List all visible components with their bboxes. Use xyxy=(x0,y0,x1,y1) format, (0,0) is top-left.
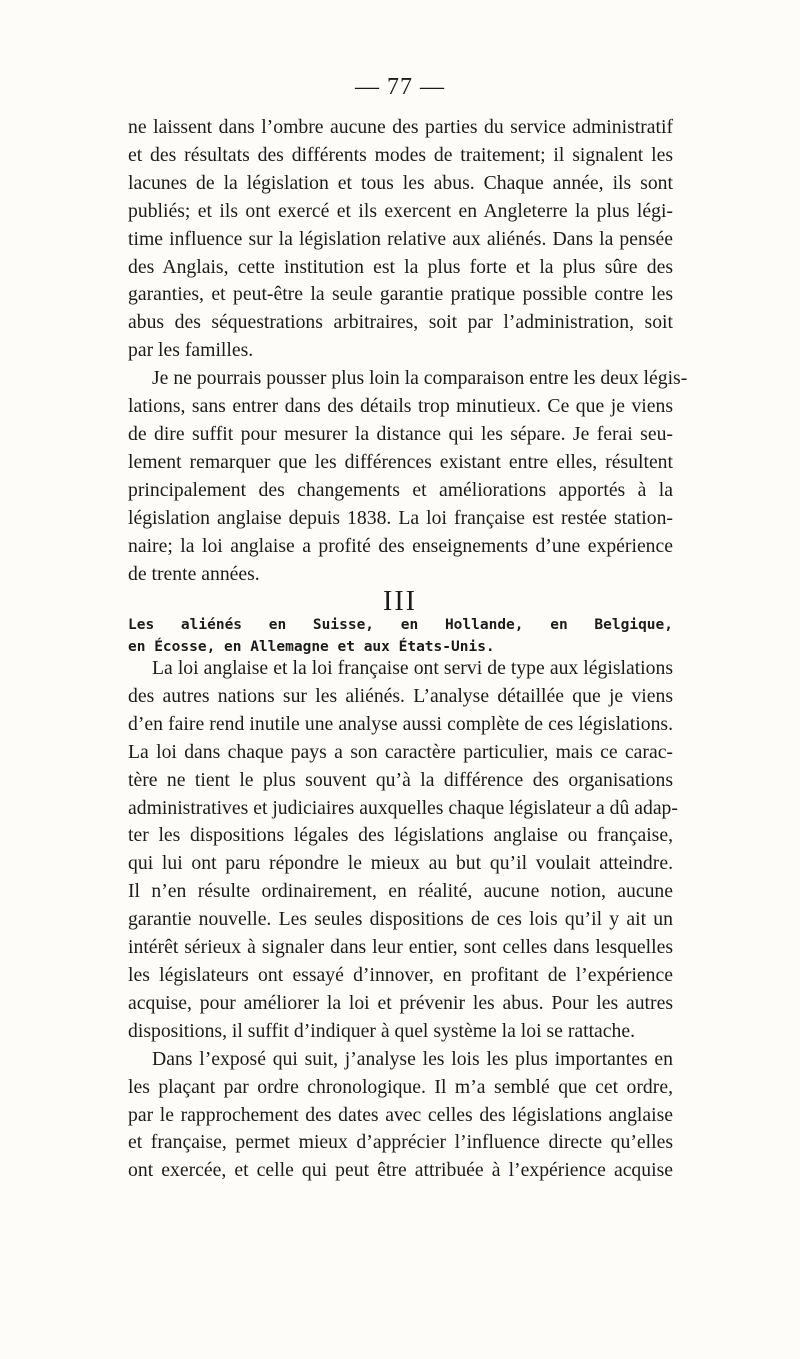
text-line: abus des séquestrations arbitraires, soit par l’administration, soit xyxy=(128,311,673,334)
text-line: qui lui ont paru répondre le mieux au but qu’il voulait atteindre. xyxy=(128,852,673,875)
page-number: — 77 — xyxy=(355,74,445,100)
text-line: des autres nations sur les aliénés. L’analyse détaillée que je viens xyxy=(128,684,673,707)
text-line: principalement des changements et améliorations apportés à la xyxy=(128,478,673,501)
text-line: ter les dispositions légales des législations anglaise ou française, xyxy=(128,824,673,847)
text-line: dispositions, il suffit d’indiquer à quel système la loi se rattache. xyxy=(128,1019,636,1042)
text-line: intérêt sérieux à signaler dans leur entier, sont celles dans lesquelles xyxy=(128,936,673,959)
text-line: acquise, pour améliorer la loi et prévenir les abus. Pour les autres xyxy=(128,991,673,1014)
section-title-line: en Écosse, en Allemagne et aux États-Unis. xyxy=(128,639,495,655)
text-line: les législateurs ont essayé d’innover, en profitant de l’expérience xyxy=(128,963,673,986)
text-line: les plaçant par ordre chronologique. Il m’a semblé que cet ordre, xyxy=(128,1075,673,1098)
text-line: par le rapprochement des dates avec celles des législations anglaise xyxy=(128,1103,673,1126)
text-block-upper xyxy=(128,114,688,588)
text-line: et française, permet mieux d’apprécier l’influence directe qu’elles xyxy=(128,1131,673,1154)
text-line: lement remarquer que les différences existant entre elles, résultent xyxy=(128,450,673,473)
section-title-line: Les aliénés en Suisse, en Hollande, en Belgique, xyxy=(128,617,673,633)
text-line: publiés; et ils ont exercé et ils exercent en Angleterre la plus légi- xyxy=(128,199,673,222)
text-line: garantie nouvelle. Les seules dispositions de ces lois qu’il y ait un xyxy=(128,908,673,931)
text-line: tère ne tient le plus souvent qu’à la différence des organisations xyxy=(128,768,673,791)
text-line: et des résultats des différents modes de traitement; il signalent les xyxy=(128,143,673,166)
text-line: La loi anglaise et la loi française ont servi de type aux législations xyxy=(152,657,673,679)
text-block-lower xyxy=(128,655,678,1185)
section-title xyxy=(128,614,673,658)
text-line: législation anglaise depuis 1838. La loi française est restée station- xyxy=(128,506,673,529)
text-line: d’en faire rend inutile une analyse aussi complète de ces législations. xyxy=(128,712,673,735)
text-line: des Anglais, cette institution est la plus forte et la plus sûre des xyxy=(128,255,673,278)
text-line: La loi dans chaque pays a son caractère particulier, mais ce carac- xyxy=(128,740,673,763)
text-line: lacunes de la législation et tous les abus. Chaque année, ils sont xyxy=(128,171,673,194)
text-line: de dire suffit pour mesurer la distance qui les sépare. Je ferai seu- xyxy=(128,422,673,445)
text-line: garanties, et peut-être la seule garantie pratique possible contre les xyxy=(128,283,673,306)
text-line: Dans l’exposé qui suit, j’analyse les lois les plus importantes en xyxy=(152,1047,673,1070)
paragraph-3 xyxy=(128,655,678,1046)
text-line: Il n’en résulte ordinairement, en réalité, aucune notion, aucune xyxy=(128,880,673,903)
text-line: Je ne pourrais pousser plus loin la comparaison entre les deux légis- xyxy=(152,367,688,390)
paragraph-1 xyxy=(128,114,673,365)
section-number: III xyxy=(383,586,417,617)
paragraph-4 xyxy=(128,1046,673,1186)
paragraph-2 xyxy=(128,365,688,588)
text-line: administratives et judiciaires auxquelles chaque législateur a dû adap- xyxy=(128,796,678,819)
text-line: lations, sans entrer dans des détails trop minutieux. Ce que je viens xyxy=(128,395,673,418)
text-line: naire; la loi anglaise a profité des enseignements d’une expérience xyxy=(128,534,673,557)
text-line: ont exercée, et celle qui peut être attribuée à l’expérience acquise xyxy=(128,1159,673,1182)
text-line: de trente années. xyxy=(128,562,260,585)
text-line: par les familles. xyxy=(128,339,254,362)
text-line: time influence sur la législation relative aux aliénés. Dans la pensée xyxy=(128,227,673,250)
text-line: ne laissent dans l’ombre aucune des parties du service administratif xyxy=(128,116,673,138)
